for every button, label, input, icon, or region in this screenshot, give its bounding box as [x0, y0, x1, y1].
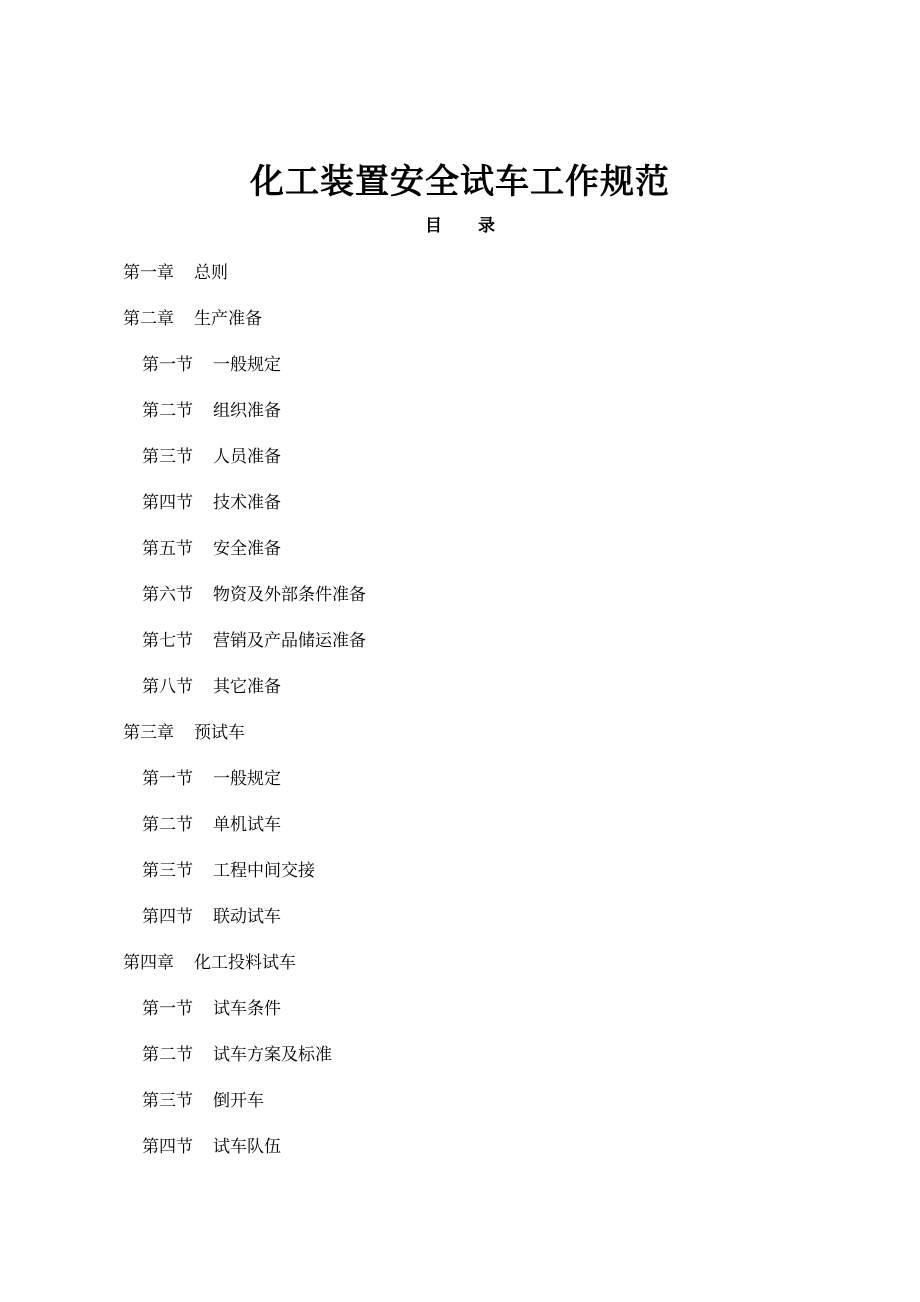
- table-of-contents: [0, 259, 920, 1179]
- toc-section-entry: [0, 673, 920, 719]
- toc-chapter-entry: [0, 949, 920, 995]
- toc-section-entry: [0, 903, 920, 949]
- toc-heading: [0, 212, 920, 240]
- toc-section-entry: [0, 581, 920, 627]
- toc-entry-number: 第四节: [142, 907, 193, 927]
- toc-section-entry: [0, 857, 920, 903]
- toc-section-entry: [0, 443, 920, 489]
- toc-entry-label: 工程中间交接: [213, 861, 315, 881]
- toc-entry-number: 第四章: [123, 953, 174, 973]
- toc-entry-number: 第四节: [142, 1137, 193, 1157]
- toc-entry-label: 倒开车: [213, 1091, 264, 1111]
- toc-entry-number: 第一节: [142, 999, 193, 1019]
- toc-entry-label: 营销及产品储运准备: [213, 631, 366, 651]
- toc-entry-number: 第三节: [142, 1091, 193, 1111]
- document-title: 化工装置安全试车工作规范: [250, 162, 670, 202]
- toc-entry-label: 预试车: [194, 723, 245, 743]
- toc-section-entry: [0, 811, 920, 857]
- toc-entry-number: 第二节: [142, 1045, 193, 1065]
- toc-entry-number: 第二节: [142, 815, 193, 835]
- toc-section-entry: [0, 995, 920, 1041]
- toc-entry-number: 第二节: [142, 401, 193, 421]
- toc-chapter-entry: [0, 305, 920, 351]
- toc-entry-label: 联动试车: [213, 907, 281, 927]
- toc-section-entry: [0, 765, 920, 811]
- toc-entry-number: 第一章: [123, 263, 174, 283]
- toc-section-entry: [0, 627, 920, 673]
- toc-heading-char-1: 目: [425, 216, 442, 236]
- toc-section-entry: [0, 489, 920, 535]
- toc-section-entry: [0, 1041, 920, 1087]
- toc-entry-label: 一般规定: [213, 355, 281, 375]
- toc-entry-label: 试车方案及标准: [213, 1045, 332, 1065]
- toc-entry-label: 物资及外部条件准备: [213, 585, 366, 605]
- toc-entry-label: 总则: [194, 263, 228, 283]
- toc-section-entry: [0, 535, 920, 581]
- toc-heading-char-2: 录: [478, 216, 495, 236]
- toc-section-entry: [0, 1087, 920, 1133]
- toc-section-entry: [0, 1133, 920, 1179]
- toc-chapter-entry: [0, 719, 920, 765]
- toc-entry-number: 第七节: [142, 631, 193, 651]
- toc-section-entry: [0, 397, 920, 443]
- toc-entry-number: 第五节: [142, 539, 193, 559]
- toc-entry-number: 第八节: [142, 677, 193, 697]
- toc-entry-label: 单机试车: [213, 815, 281, 835]
- toc-entry-label: 化工投料试车: [194, 953, 296, 973]
- toc-entry-number: 第一节: [142, 769, 193, 789]
- toc-chapter-entry: [0, 259, 920, 305]
- toc-entry-number: 第三节: [142, 447, 193, 467]
- toc-entry-label: 技术准备: [213, 493, 281, 513]
- toc-section-entry: [0, 351, 920, 397]
- toc-entry-number: 第三章: [123, 723, 174, 743]
- toc-entry-label: 其它准备: [213, 677, 281, 697]
- toc-entry-number: 第六节: [142, 585, 193, 605]
- toc-entry-number: 第四节: [142, 493, 193, 513]
- toc-entry-number: 第三节: [142, 861, 193, 881]
- toc-entry-label: 组织准备: [213, 401, 281, 421]
- toc-entry-label: 试车队伍: [213, 1137, 281, 1157]
- toc-entry-label: 人员准备: [213, 447, 281, 467]
- toc-entry-number: 第二章: [123, 309, 174, 329]
- toc-entry-label: 安全准备: [213, 539, 281, 559]
- toc-entry-label: 试车条件: [213, 999, 281, 1019]
- toc-entry-label: 一般规定: [213, 769, 281, 789]
- toc-entry-label: 生产准备: [194, 309, 262, 329]
- toc-entry-number: 第一节: [142, 355, 193, 375]
